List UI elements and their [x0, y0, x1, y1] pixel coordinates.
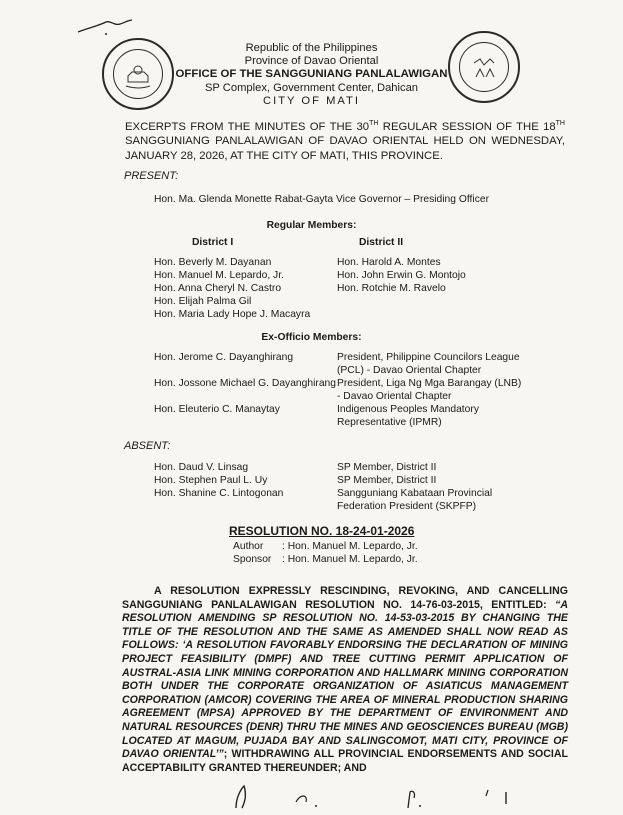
author-value: : Hon. Manuel M. Lepardo, Jr. — [282, 541, 418, 552]
header-republic: Republic of the Philippines — [245, 42, 378, 54]
excerpt-paragraph: EXCERPTS FROM THE MINUTES OF THE 30TH REGULAR SESSION OF THE 18TH SANGGUNIANG PANLALAWIGAN OF DAVAO ORIENTAL HELD ON WEDNESDAY, JANUARY 28, 2026, AT THE CITY OF MATI, THIS PROVINCE. — [125, 120, 565, 162]
ex-officio-name: Hon. Jossone Michael G. Dayanghirang — [154, 378, 337, 389]
ex-officio-label: Ex-Officio Members: — [261, 332, 362, 343]
presiding-officer: Hon. Ma. Glenda Monette Rabat-Gayta Vice Governor – Presiding Officer — [154, 194, 490, 205]
ex-officio-role: (PCL) - Davao Oriental Chapter — [337, 365, 482, 376]
district-1-member: Hon. Maria Lady Hope J. Macayra — [154, 309, 311, 320]
signature-scribble — [76, 14, 136, 38]
absent-name: Hon. Stephen Paul L. Uy — [154, 475, 268, 486]
district-1-member: Hon. Elijah Palma Gil — [154, 296, 252, 307]
header-address: SP Complex, Government Center, Dahican — [204, 82, 419, 94]
header-office: OFFICE OF THE SANGGUNIANG PANLALAWIGAN — [175, 68, 448, 80]
district-2-member: Hon. Harold A. Montes — [337, 257, 441, 268]
absent-role: SP Member, District II — [337, 475, 437, 486]
ex-officio-role: Representative (IPMR) — [337, 417, 442, 428]
district-1-member: Hon. Anna Cheryl N. Castro — [154, 283, 282, 294]
district-1-member: Hon. Beverly M. Dayanan — [154, 257, 272, 268]
absent-label: ABSENT: — [124, 440, 171, 452]
absent-name: Hon. Shanine C. Lintogonan — [154, 488, 284, 499]
header-city: CITY OF MATI — [263, 95, 360, 107]
ex-officio-role: President, Philippine Councilors League — [337, 352, 520, 363]
ex-officio-name: Hon. Eleuterio C. Manaytay — [154, 404, 280, 415]
district-1-label: District I — [192, 237, 234, 248]
absent-role: SP Member, District II — [337, 462, 437, 473]
ex-officio-role: Indigenous Peoples Mandatory — [337, 404, 479, 415]
absent-role: Sangguniang Kabataan Provincial — [337, 488, 493, 499]
present-label: PRESENT: — [124, 170, 179, 182]
absent-role: Federation President (SKPFP) — [337, 501, 477, 512]
absent-name: Hon. Daud V. Linsag — [154, 462, 249, 473]
header-province: Province of Davao Oriental — [244, 55, 379, 67]
district-2-member: Hon. Rotchie M. Ravelo — [337, 283, 446, 294]
regular-members-label: Regular Members: — [266, 220, 357, 231]
ex-officio-name: Hon. Jerome C. Dayanghirang — [154, 352, 294, 363]
ex-officio-role: - Davao Oriental Chapter — [337, 391, 452, 402]
resolution-title: A RESOLUTION EXPRESSLY RESCINDING, REVOKING, AND CANCELLING SANGGUNIANG PANLALAWIGAN RESOLUTION NO. 14-76-03-2015, ENTITLED: “A RESOLUTION AMENDING SP RESOLUTION NO. 14-53-03-2015 BY CHANGING THE TITLE OF THE RESOLUTION AND THE SAME AS AMENDED SHALL NOW READ AS FOLLOWS: ‘A RESOLUTION FAVORABLY ENDORSING THE DECLARATION OF MINING PROJECT FEASIBILITY (DMPF) AND TREE CUTTING PERMIT APPLICATION OF AUSTRAL-ASIA LINK MINING CORPORATION AND HALLMARK MINING CORPORATION BOTH UNDER THE CORPORATE ORGANIZATION OF ASIATICUS MANAGEMENT CORPORATION (AMCOR) COVERING THE AREA OF MINERAL PRODUCTION SHARING AGREEMENT (MPSA) APPROVED BY THE DEPARTMENT OF ENVIRONMENT AND NATURAL RESOURCES (DENR) THRU THE MINES AND GEOSCIENCES BUREAU (MGB) LOCATED AT MAGUM, PUJADA BAY AND SALINGCOMOT, MATI CITY, PROVINCE OF DAVAO ORIENTAL’”; WITHDRAWING ALL PROVINCIAL ENDORSEMENTS AND SOCIAL ACCEPTABILITY GRANTED THEREUNDER; AND — [122, 585, 568, 774]
resolution-number: RESOLUTION NO. 18-24-01-2026 — [229, 524, 415, 538]
sponsor-value: : Hon. Manuel M. Lepardo, Jr. — [282, 554, 418, 565]
initials-signatures — [220, 782, 520, 812]
sponsor-label: Sponsor — [233, 554, 272, 565]
ex-officio-role: President, Liga Ng Mga Barangay (LNB) — [337, 378, 522, 389]
district-2-label: District II — [359, 237, 404, 248]
author-label: Author — [233, 541, 264, 552]
district-1-member: Hon. Manuel M. Lepardo, Jr. — [154, 270, 284, 281]
district-2-member: Hon. John Erwin G. Montojo — [337, 270, 466, 281]
